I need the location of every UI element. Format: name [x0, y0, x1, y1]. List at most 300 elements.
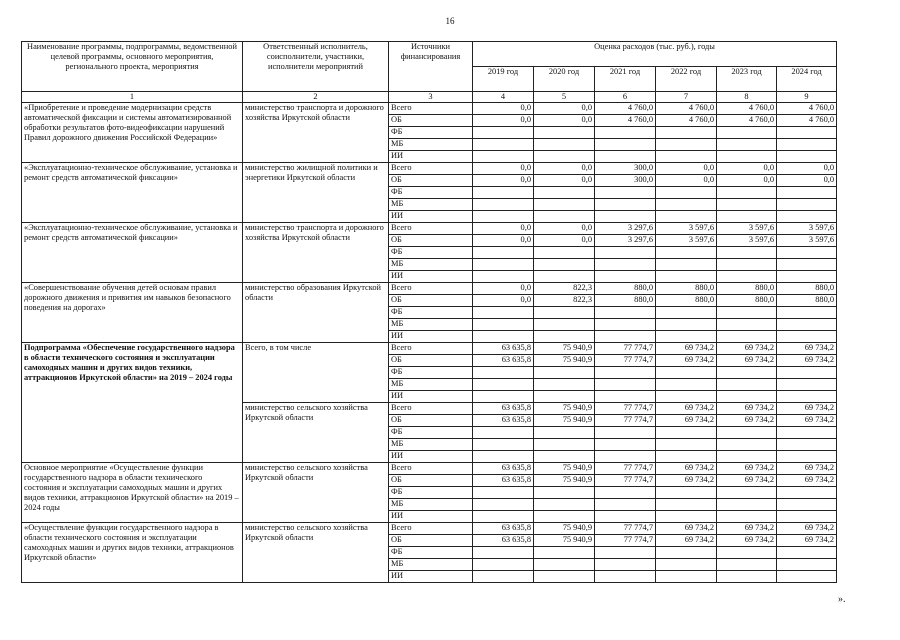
funding-source-cell: ИИ	[389, 210, 473, 222]
activity-name: «Совершенствование обучения детей основам правил дорожного движения и привития им навыков безопасного поведения на дорогах»	[22, 282, 243, 342]
value-cell: 69 734,2	[717, 534, 777, 546]
value-cell: 77 774,7	[595, 342, 656, 354]
value-cell	[473, 438, 534, 450]
value-cell	[595, 270, 656, 282]
value-cell	[656, 318, 717, 330]
funding-source-cell: ИИ	[389, 390, 473, 402]
executor-cell: министерство жилищной политики и энергетики Иркутской области	[243, 162, 389, 222]
value-cell: 77 774,7	[595, 354, 656, 366]
funding-source-cell: Всего	[389, 342, 473, 354]
value-cell: 77 774,7	[595, 414, 656, 426]
column-number: 1	[22, 92, 243, 103]
value-cell	[656, 558, 717, 570]
value-cell	[717, 330, 777, 342]
funding-source-cell: Всего	[389, 522, 473, 534]
value-cell: 69 734,2	[656, 342, 717, 354]
value-cell	[777, 330, 837, 342]
value-cell: 4 760,0	[595, 114, 656, 126]
executor-cell: министерство транспорта и дорожного хозяйства Иркутской области	[243, 102, 389, 162]
value-cell	[656, 306, 717, 318]
value-cell: 69 734,2	[717, 342, 777, 354]
value-cell	[717, 426, 777, 438]
value-cell	[717, 378, 777, 390]
executor-cell: министерство сельского хозяйства Иркутской области	[243, 522, 389, 582]
funding-source-cell: Всего	[389, 462, 473, 474]
header-year: 2024 год	[777, 67, 837, 92]
funding-source-cell: ОБ	[389, 354, 473, 366]
value-cell: 0,0	[534, 102, 595, 114]
value-cell: 0,0	[717, 162, 777, 174]
value-cell: 0,0	[473, 234, 534, 246]
value-cell: 75 940,9	[534, 342, 595, 354]
funding-source-cell: Всего	[389, 402, 473, 414]
column-number-row	[22, 92, 837, 103]
value-cell: 0,0	[473, 294, 534, 306]
value-cell	[473, 558, 534, 570]
value-cell	[656, 150, 717, 162]
value-cell: 69 734,2	[656, 402, 717, 414]
value-cell	[717, 126, 777, 138]
value-cell	[534, 210, 595, 222]
value-cell: 69 734,2	[717, 462, 777, 474]
value-cell: 75 940,9	[534, 462, 595, 474]
value-cell: 880,0	[595, 294, 656, 306]
value-cell	[777, 486, 837, 498]
value-cell: 0,0	[534, 162, 595, 174]
value-cell	[595, 198, 656, 210]
value-cell: 880,0	[656, 294, 717, 306]
value-cell: 69 734,2	[777, 462, 837, 474]
value-cell	[717, 510, 777, 522]
value-cell	[777, 258, 837, 270]
value-cell	[473, 390, 534, 402]
executor-cell: министерство сельского хозяйства Иркутской области	[243, 402, 389, 462]
value-cell: 69 734,2	[656, 522, 717, 534]
funding-source-cell: МБ	[389, 198, 473, 210]
value-cell: 0,0	[656, 174, 717, 186]
funding-source-cell: ФБ	[389, 306, 473, 318]
value-cell	[534, 330, 595, 342]
funding-source-cell: ИИ	[389, 570, 473, 582]
table-row	[22, 162, 837, 174]
value-cell: 69 734,2	[656, 534, 717, 546]
value-cell	[656, 366, 717, 378]
value-cell	[473, 498, 534, 510]
value-cell: 300,0	[595, 174, 656, 186]
value-cell: 4 760,0	[777, 102, 837, 114]
activity-name: «Осуществление функции государственного надзора в области технического состояния и эксплуатации самоходных машин и других видов техники, аттракционов Иркутской области»	[22, 522, 243, 582]
executor-cell: министерство образования Иркутской области	[243, 282, 389, 342]
value-cell	[717, 450, 777, 462]
value-cell	[473, 486, 534, 498]
value-cell: 69 734,2	[717, 402, 777, 414]
value-cell	[473, 318, 534, 330]
value-cell	[595, 438, 656, 450]
value-cell: 3 297,6	[595, 222, 656, 234]
value-cell	[473, 546, 534, 558]
value-cell	[595, 450, 656, 462]
header-year: 2022 год	[656, 67, 717, 92]
value-cell	[656, 198, 717, 210]
value-cell	[595, 510, 656, 522]
value-cell: 69 734,2	[656, 414, 717, 426]
value-cell	[656, 258, 717, 270]
funding-source-cell: ОБ	[389, 234, 473, 246]
header-executor: Ответственный исполнитель, соисполнители, участники, исполнители мероприятий	[243, 42, 389, 92]
value-cell	[717, 486, 777, 498]
header-year: 2021 год	[595, 67, 656, 92]
value-cell: 0,0	[473, 102, 534, 114]
value-cell: 63 635,8	[473, 522, 534, 534]
value-cell	[777, 546, 837, 558]
value-cell: 63 635,8	[473, 474, 534, 486]
funding-source-cell: Всего	[389, 222, 473, 234]
value-cell: 0,0	[473, 282, 534, 294]
value-cell	[473, 270, 534, 282]
funding-source-cell: ИИ	[389, 150, 473, 162]
value-cell: 69 734,2	[717, 522, 777, 534]
value-cell	[777, 570, 837, 582]
value-cell	[656, 546, 717, 558]
value-cell	[534, 390, 595, 402]
page-number: 16	[445, 16, 455, 26]
value-cell	[777, 366, 837, 378]
value-cell: 3 597,6	[777, 234, 837, 246]
value-cell: 822,3	[534, 294, 595, 306]
funding-source-cell: ИИ	[389, 450, 473, 462]
value-cell: 3 597,6	[656, 234, 717, 246]
value-cell: 69 734,2	[656, 462, 717, 474]
executor-cell: министерство транспорта и дорожного хозяйства Иркутской области	[243, 222, 389, 282]
column-number: 2	[243, 92, 389, 103]
value-cell	[656, 270, 717, 282]
value-cell	[595, 486, 656, 498]
value-cell	[595, 318, 656, 330]
value-cell: 4 760,0	[717, 114, 777, 126]
value-cell: 822,3	[534, 282, 595, 294]
header-year: 2023 год	[717, 67, 777, 92]
value-cell	[534, 138, 595, 150]
value-cell: 69 734,2	[717, 414, 777, 426]
funding-source-cell: ОБ	[389, 414, 473, 426]
value-cell	[595, 390, 656, 402]
value-cell	[473, 426, 534, 438]
value-cell	[717, 258, 777, 270]
value-cell: 880,0	[717, 282, 777, 294]
value-cell	[534, 558, 595, 570]
value-cell: 63 635,8	[473, 534, 534, 546]
value-cell	[717, 570, 777, 582]
value-cell	[656, 138, 717, 150]
table-row	[22, 282, 837, 294]
value-cell: 0,0	[473, 174, 534, 186]
value-cell: 0,0	[777, 162, 837, 174]
value-cell: 3 597,6	[656, 222, 717, 234]
funding-source-cell: МБ	[389, 438, 473, 450]
value-cell	[777, 318, 837, 330]
column-number: 5	[534, 92, 595, 103]
funding-source-cell: ФБ	[389, 426, 473, 438]
activity-name: Основное мероприятие «Осуществление функции государственного надзора в области технического состояния и эксплуатации самоходных машин и других видов техники, аттракционов Иркутской области» на 2019 – 2024 годы	[22, 462, 243, 522]
value-cell	[473, 450, 534, 462]
value-cell	[534, 486, 595, 498]
value-cell	[595, 150, 656, 162]
header-estimate: Оценка расходов (тыс. руб.), годы	[473, 42, 837, 67]
value-cell	[717, 306, 777, 318]
funding-source-cell: ИИ	[389, 270, 473, 282]
value-cell: 69 734,2	[777, 522, 837, 534]
value-cell: 300,0	[595, 162, 656, 174]
value-cell: 63 635,8	[473, 414, 534, 426]
value-cell	[473, 246, 534, 258]
value-cell	[717, 498, 777, 510]
value-cell: 3 597,6	[777, 222, 837, 234]
value-cell: 75 940,9	[534, 522, 595, 534]
table-row	[22, 222, 837, 234]
value-cell	[534, 258, 595, 270]
table-body	[22, 102, 837, 582]
value-cell	[777, 306, 837, 318]
value-cell: 63 635,8	[473, 354, 534, 366]
value-cell: 3 297,6	[595, 234, 656, 246]
value-cell	[473, 330, 534, 342]
value-cell	[777, 510, 837, 522]
value-cell: 75 940,9	[534, 474, 595, 486]
funding-source-cell: МБ	[389, 378, 473, 390]
value-cell: 0,0	[473, 114, 534, 126]
value-cell: 4 760,0	[656, 102, 717, 114]
value-cell: 0,0	[534, 234, 595, 246]
table-row	[22, 462, 837, 474]
funding-source-cell: ФБ	[389, 546, 473, 558]
value-cell: 0,0	[656, 162, 717, 174]
value-cell	[595, 378, 656, 390]
value-cell	[717, 186, 777, 198]
value-cell	[534, 306, 595, 318]
value-cell	[534, 150, 595, 162]
value-cell	[534, 198, 595, 210]
value-cell	[473, 570, 534, 582]
value-cell	[777, 450, 837, 462]
value-cell: 69 734,2	[717, 354, 777, 366]
value-cell: 77 774,7	[595, 402, 656, 414]
funding-source-cell: ОБ	[389, 474, 473, 486]
value-cell	[656, 126, 717, 138]
column-number: 4	[473, 92, 534, 103]
value-cell	[473, 198, 534, 210]
header-row	[22, 42, 837, 67]
value-cell: 0,0	[473, 162, 534, 174]
executor-cell: министерство сельского хозяйства Иркутской области	[243, 462, 389, 522]
value-cell	[717, 270, 777, 282]
value-cell: 75 940,9	[534, 354, 595, 366]
value-cell	[595, 258, 656, 270]
value-cell: 0,0	[534, 114, 595, 126]
value-cell: 4 760,0	[656, 114, 717, 126]
value-cell	[534, 246, 595, 258]
value-cell	[473, 138, 534, 150]
value-cell	[777, 378, 837, 390]
value-cell: 75 940,9	[534, 402, 595, 414]
value-cell	[534, 186, 595, 198]
value-cell	[656, 438, 717, 450]
funding-source-cell: Всего	[389, 282, 473, 294]
funding-source-cell: МБ	[389, 558, 473, 570]
value-cell	[534, 426, 595, 438]
value-cell	[717, 210, 777, 222]
activity-name: «Приобретение и проведение модернизации средств автоматической фиксации и системы автоматизированной обработки результатов фото-видеофиксации нарушений Правил дорожного движения Российской Федерации»	[22, 102, 243, 162]
value-cell	[473, 366, 534, 378]
value-cell: 77 774,7	[595, 534, 656, 546]
value-cell	[777, 246, 837, 258]
value-cell: 63 635,8	[473, 462, 534, 474]
value-cell	[473, 378, 534, 390]
funding-source-cell: ОБ	[389, 294, 473, 306]
funding-source-cell: ФБ	[389, 486, 473, 498]
value-cell	[534, 570, 595, 582]
executor-cell: Всего, в том числе	[243, 342, 389, 402]
value-cell	[534, 270, 595, 282]
value-cell: 3 597,6	[717, 234, 777, 246]
funding-source-cell: МБ	[389, 498, 473, 510]
column-number: 8	[717, 92, 777, 103]
value-cell	[534, 498, 595, 510]
funding-source-cell: МБ	[389, 318, 473, 330]
value-cell: 880,0	[656, 282, 717, 294]
value-cell	[777, 198, 837, 210]
value-cell	[595, 126, 656, 138]
funding-source-cell: ИИ	[389, 510, 473, 522]
value-cell	[717, 138, 777, 150]
value-cell	[473, 306, 534, 318]
value-cell	[717, 546, 777, 558]
value-cell	[777, 558, 837, 570]
value-cell	[595, 330, 656, 342]
value-cell	[595, 570, 656, 582]
value-cell: 0,0	[473, 222, 534, 234]
table-row	[22, 522, 837, 534]
value-cell: 0,0	[534, 174, 595, 186]
value-cell: 77 774,7	[595, 474, 656, 486]
value-cell	[777, 390, 837, 402]
header-year: 2020 год	[534, 67, 595, 92]
value-cell: 4 760,0	[777, 114, 837, 126]
value-cell	[595, 138, 656, 150]
value-cell: 3 597,6	[717, 222, 777, 234]
column-number: 7	[656, 92, 717, 103]
value-cell	[656, 210, 717, 222]
value-cell: 69 734,2	[717, 474, 777, 486]
value-cell	[777, 270, 837, 282]
value-cell: 4 760,0	[595, 102, 656, 114]
value-cell	[717, 198, 777, 210]
value-cell	[534, 450, 595, 462]
value-cell	[595, 558, 656, 570]
expenditure-table	[21, 41, 837, 583]
value-cell: 0,0	[777, 174, 837, 186]
value-cell	[656, 426, 717, 438]
value-cell	[473, 258, 534, 270]
value-cell: 0,0	[717, 174, 777, 186]
value-cell	[656, 378, 717, 390]
value-cell	[777, 126, 837, 138]
column-number: 6	[595, 92, 656, 103]
activity-name: «Эксплуатационно-техническое обслуживание, установка и ремонт средств автоматической фиксации»	[22, 222, 243, 282]
value-cell: 75 940,9	[534, 414, 595, 426]
value-cell	[656, 186, 717, 198]
value-cell: 4 760,0	[717, 102, 777, 114]
value-cell	[656, 330, 717, 342]
value-cell	[656, 246, 717, 258]
value-cell: 63 635,8	[473, 402, 534, 414]
value-cell	[777, 138, 837, 150]
value-cell	[777, 438, 837, 450]
value-cell: 69 734,2	[777, 414, 837, 426]
value-cell	[717, 438, 777, 450]
value-cell: 69 734,2	[656, 474, 717, 486]
funding-source-cell: ФБ	[389, 126, 473, 138]
value-cell	[777, 186, 837, 198]
value-cell: 0,0	[534, 222, 595, 234]
value-cell	[656, 390, 717, 402]
value-cell	[595, 498, 656, 510]
activity-name: Подпрограмма «Обеспечение государственного надзора в области технического состояния и эксплуатации самоходных машин и других видов техники, аттракционов Иркутской области» на 2019 – 2024 годы	[22, 342, 243, 462]
value-cell	[473, 510, 534, 522]
value-cell	[656, 450, 717, 462]
activity-name: «Эксплуатационно-техническое обслуживание, установка и ремонт средств автоматической фиксации»	[22, 162, 243, 222]
funding-source-cell: ОБ	[389, 114, 473, 126]
value-cell: 75 940,9	[534, 534, 595, 546]
value-cell	[595, 306, 656, 318]
value-cell	[534, 378, 595, 390]
column-number: 3	[389, 92, 473, 103]
value-cell	[656, 486, 717, 498]
header-name: Наименование программы, подпрограммы, ведомственной целевой программы, основного мероприятия, регионального проекта, мероприятия	[22, 42, 243, 92]
value-cell	[777, 426, 837, 438]
value-cell	[473, 186, 534, 198]
value-cell: 69 734,2	[777, 402, 837, 414]
value-cell	[717, 390, 777, 402]
value-cell	[777, 150, 837, 162]
closing-quote: ».	[838, 594, 846, 605]
header-year: 2019 год	[473, 67, 534, 92]
table-row	[22, 102, 837, 114]
column-number: 9	[777, 92, 837, 103]
value-cell	[534, 318, 595, 330]
funding-source-cell: ОБ	[389, 174, 473, 186]
value-cell	[595, 546, 656, 558]
funding-source-cell: МБ	[389, 258, 473, 270]
value-cell	[534, 546, 595, 558]
value-cell: 880,0	[777, 282, 837, 294]
value-cell: 69 734,2	[777, 474, 837, 486]
value-cell	[777, 210, 837, 222]
value-cell	[534, 126, 595, 138]
value-cell	[473, 126, 534, 138]
value-cell	[534, 366, 595, 378]
funding-source-cell: ФБ	[389, 186, 473, 198]
value-cell: 69 734,2	[777, 354, 837, 366]
value-cell: 69 734,2	[777, 534, 837, 546]
funding-source-cell: ФБ	[389, 246, 473, 258]
value-cell	[534, 510, 595, 522]
value-cell	[473, 150, 534, 162]
value-cell	[656, 510, 717, 522]
value-cell	[717, 366, 777, 378]
value-cell	[777, 498, 837, 510]
value-cell	[595, 210, 656, 222]
funding-source-cell: Всего	[389, 102, 473, 114]
